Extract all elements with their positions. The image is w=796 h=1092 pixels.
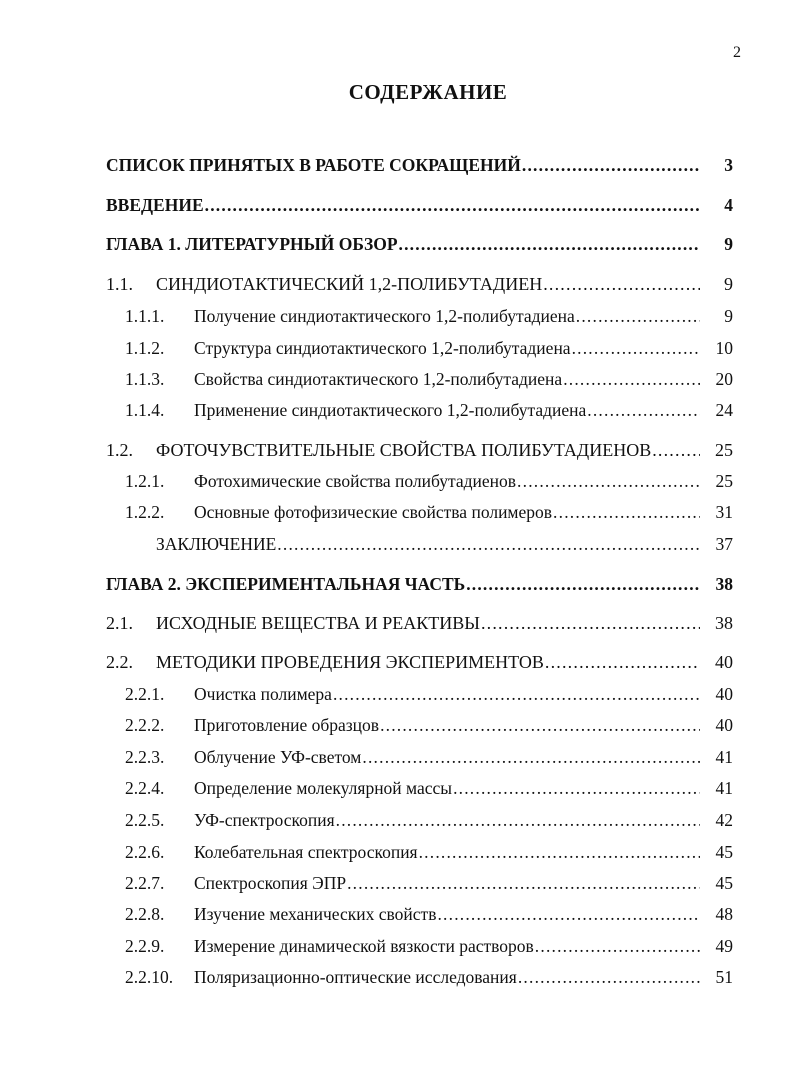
toc-leader-dots bbox=[277, 532, 700, 556]
toc-entry-page: 41 bbox=[715, 778, 733, 798]
toc-entry-subsection bbox=[0, 713, 796, 737]
toc-entry-page: 9 bbox=[724, 234, 733, 254]
toc-entry-conclusion bbox=[0, 532, 796, 556]
toc-leader-dots bbox=[347, 871, 700, 895]
toc-entry-number: 1.1. bbox=[106, 274, 133, 294]
toc-entry-subsection bbox=[0, 745, 796, 769]
toc-entry-number: 2.2.4. bbox=[125, 778, 165, 798]
toc-leader-dots bbox=[535, 934, 700, 958]
toc-entry-number: 1.1.1. bbox=[125, 306, 165, 326]
toc-entry-subsection bbox=[0, 965, 796, 989]
toc-leader-dots bbox=[437, 902, 700, 926]
toc-entry-page: 20 bbox=[715, 369, 733, 389]
toc-entry-page: 49 bbox=[715, 936, 733, 956]
toc-entry-number: 2.1. bbox=[106, 613, 133, 633]
toc-entry-introduction bbox=[0, 193, 796, 217]
toc-entry-label: ГЛАВА 1. ЛИТЕРАТУРНЫЙ ОБЗОР bbox=[106, 234, 398, 254]
toc-entry-number: 2.2. bbox=[106, 652, 133, 672]
toc-entry-number: 2.2.7. bbox=[125, 873, 165, 893]
toc-leader-dots bbox=[336, 808, 700, 832]
toc-entry-number: 1.2.2. bbox=[125, 502, 165, 522]
toc-leader-dots bbox=[572, 336, 700, 360]
toc-entry-label: Определение молекулярной массы bbox=[194, 778, 453, 798]
toc-entry-page: 40 bbox=[715, 652, 733, 672]
toc-leader-dots bbox=[399, 232, 700, 256]
toc-entry-page: 51 bbox=[715, 967, 733, 987]
toc-leader-dots bbox=[553, 500, 700, 524]
toc-entry-page: 9 bbox=[724, 306, 733, 326]
toc-entry-page: 9 bbox=[724, 274, 733, 294]
toc-entry-chapter-2 bbox=[0, 572, 796, 596]
toc-entry-subsection bbox=[0, 336, 796, 360]
toc-entry-subsection bbox=[0, 808, 796, 832]
toc-entry-page: 38 bbox=[715, 613, 733, 633]
toc-entry-subsection bbox=[0, 398, 796, 422]
toc-entry-section bbox=[0, 611, 796, 635]
toc-entry-label: СИНДИОТАКТИЧЕСКИЙ 1,2-ПОЛИБУТАДИЕН bbox=[156, 274, 543, 294]
toc-leader-dots bbox=[517, 469, 700, 493]
toc-entry-label: ФОТОЧУВСТВИТЕЛЬНЫЕ СВОЙСТВА ПОЛИБУТАДИЕНОВ bbox=[156, 440, 652, 460]
toc-entry-label: УФ-спектроскопия bbox=[194, 810, 335, 830]
toc-entry-chapter-1 bbox=[0, 232, 796, 256]
toc-entry-page: 3 bbox=[724, 155, 733, 175]
page-number: 2 bbox=[733, 44, 741, 61]
toc-entry-label: Структура синдиотактического 1,2-полибутадиена bbox=[194, 338, 571, 358]
toc-entry-subsection bbox=[0, 934, 796, 958]
toc-entry-section bbox=[0, 272, 796, 296]
toc-entry-label: Колебательная спектроскопия bbox=[194, 842, 418, 862]
toc-entry-number: 2.2.3. bbox=[125, 747, 165, 767]
toc-entry-page: 25 bbox=[715, 440, 733, 460]
toc-entry-number: 1.1.3. bbox=[125, 369, 165, 389]
toc-entry-page: 40 bbox=[715, 715, 733, 735]
toc-entry-label: Спектроскопия ЭПР bbox=[194, 873, 347, 893]
toc-entry-page: 41 bbox=[715, 747, 733, 767]
toc-entry-page: 25 bbox=[715, 471, 733, 491]
toc-leader-dots bbox=[518, 965, 700, 989]
toc-entry-label: Измерение динамической вязкости растворов bbox=[194, 936, 534, 956]
toc-entry-label: Очистка полимера bbox=[194, 684, 332, 704]
toc-entry-label: Изучение механических свойств bbox=[194, 904, 437, 924]
toc-entry-page: 31 bbox=[715, 502, 733, 522]
toc-entry-number: 1.1.2. bbox=[125, 338, 165, 358]
toc-entry-number: 1.1.4. bbox=[125, 400, 165, 420]
toc-entry-section bbox=[0, 438, 796, 462]
toc-leader-dots bbox=[380, 713, 700, 737]
toc-entry-section bbox=[0, 650, 796, 674]
toc-entry-number: 2.2.9. bbox=[125, 936, 165, 956]
toc-leader-dots bbox=[205, 193, 700, 217]
toc-leader-dots bbox=[481, 611, 700, 635]
toc-leader-dots bbox=[563, 367, 700, 391]
toc-leader-dots bbox=[543, 272, 700, 296]
toc-entry-number: 2.2.6. bbox=[125, 842, 165, 862]
toc-entry-number: 2.2.10. bbox=[125, 967, 174, 987]
toc-entry-page: 45 bbox=[715, 842, 733, 862]
toc-entry-number: 2.2.1. bbox=[125, 684, 165, 704]
toc-entry-subsection bbox=[0, 902, 796, 926]
toc-entry-number: 2.2.2. bbox=[125, 715, 165, 735]
toc-leader-dots bbox=[362, 745, 700, 769]
toc-entry-label: Поляризационно-оптические исследования bbox=[194, 967, 517, 987]
toc-leader-dots bbox=[576, 304, 700, 328]
toc-entry-page: 40 bbox=[715, 684, 733, 704]
toc-entry-label: Основные фотофизические свойства полимеров bbox=[194, 502, 553, 522]
toc-entry-subsection bbox=[0, 500, 796, 524]
toc-leader-dots bbox=[652, 438, 700, 462]
toc-entry-label: Облучение УФ-светом bbox=[194, 747, 362, 767]
toc-entry-label: ВВЕДЕНИЕ bbox=[106, 195, 204, 215]
toc-leader-dots bbox=[453, 776, 700, 800]
toc-entry-label: Применение синдиотактического 1,2-полибутадиена bbox=[194, 400, 587, 420]
toc-entry-subsection bbox=[0, 682, 796, 706]
toc-entry-label: МЕТОДИКИ ПРОВЕДЕНИЯ ЭКСПЕРИМЕНТОВ bbox=[156, 652, 544, 672]
toc-entry-label: Свойства синдиотактического 1,2-полибутадиена bbox=[194, 369, 563, 389]
toc-entry-page: 10 bbox=[715, 338, 733, 358]
toc-entry-subsection bbox=[0, 367, 796, 391]
toc-entry-page: 38 bbox=[715, 574, 733, 594]
toc-entry-page: 42 bbox=[715, 810, 733, 830]
toc-entry-page: 24 bbox=[715, 400, 733, 420]
toc-entry-label: ИСХОДНЫЕ ВЕЩЕСТВА И РЕАКТИВЫ bbox=[156, 613, 480, 633]
toc-entry-label: СПИСОК ПРИНЯТЫХ В РАБОТЕ СОКРАЩЕНИЙ bbox=[106, 155, 521, 175]
toc-entry-number: 2.2.5. bbox=[125, 810, 165, 830]
toc-entry-subsection bbox=[0, 840, 796, 864]
toc-entry-label: Получение синдиотактического 1,2-полибутадиена bbox=[194, 306, 575, 326]
toc-entry-subsection bbox=[0, 776, 796, 800]
toc-entry-label: Фотохимические свойства полибутадиенов bbox=[194, 471, 517, 491]
toc-entry-abbreviations bbox=[0, 153, 796, 177]
toc-entry-label: ГЛАВА 2. ЭКСПЕРИМЕНТАЛЬНАЯ ЧАСТЬ bbox=[106, 574, 466, 594]
toc-entry-subsection bbox=[0, 871, 796, 895]
toc-leader-dots bbox=[419, 840, 700, 864]
toc-leader-dots bbox=[522, 153, 700, 177]
toc-leader-dots bbox=[587, 398, 700, 422]
toc-entry-label: ЗАКЛЮЧЕНИЕ bbox=[156, 534, 277, 554]
toc-entry-number: 2.2.8. bbox=[125, 904, 165, 924]
toc-entry-number: 1.2. bbox=[106, 440, 133, 460]
page-title: СОДЕРЖАНИЕ bbox=[348, 80, 508, 104]
toc-entry-subsection bbox=[0, 469, 796, 493]
toc-entry-number: 1.2.1. bbox=[125, 471, 165, 491]
toc-entry-subsection bbox=[0, 304, 796, 328]
toc-leader-dots bbox=[333, 682, 700, 706]
toc-entry-page: 48 bbox=[715, 904, 733, 924]
toc-entry-page: 45 bbox=[715, 873, 733, 893]
toc-entry-page: 4 bbox=[724, 195, 733, 215]
toc-leader-dots bbox=[466, 572, 700, 596]
toc-entry-page: 37 bbox=[715, 534, 733, 554]
toc-leader-dots bbox=[545, 650, 700, 674]
toc-entry-label: Приготовление образцов bbox=[194, 715, 380, 735]
